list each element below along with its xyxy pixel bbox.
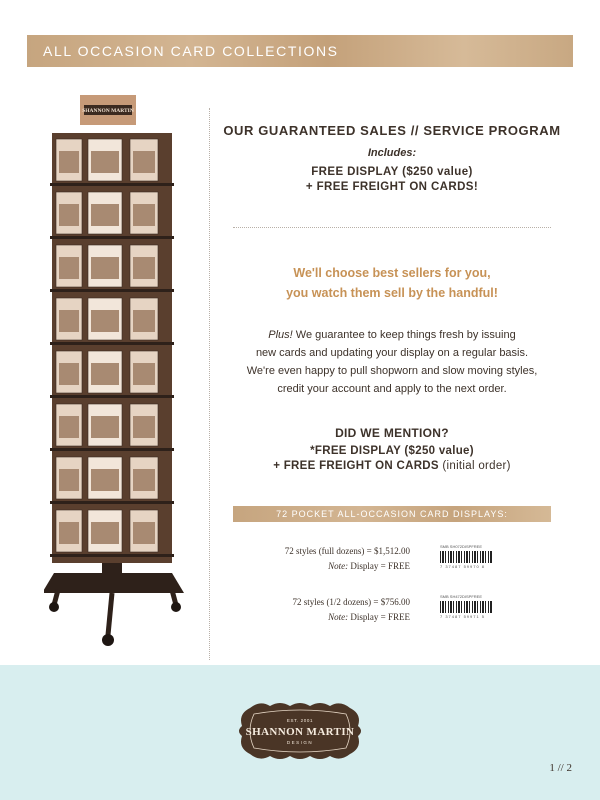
option-1-sku: SMB SH072DISPFREE	[440, 544, 483, 549]
plus-line-4: credit your account and apply to the next order.	[277, 383, 507, 395]
rack-shelf	[50, 236, 174, 239]
displays-banner	[233, 506, 551, 522]
rack-card-photo	[133, 363, 155, 385]
rack-sign-text: SHANNON MARTIN	[82, 108, 134, 114]
rack-card-photo	[133, 204, 155, 226]
rack-card-photo	[133, 151, 155, 173]
free-display-line: FREE DISPLAY ($250 value)	[311, 166, 473, 178]
rack-card-photo	[133, 469, 155, 491]
rack-card-photo	[91, 522, 119, 544]
rack-card-photo	[91, 469, 119, 491]
option-2-sku: SMB SH472DISPFREE	[440, 594, 483, 599]
option-2-note-label: Note:	[328, 612, 349, 622]
rack-card-photo	[133, 257, 155, 279]
rack-card-photo	[59, 151, 79, 173]
option-1-price: 72 styles (full dozens) = $1,512.00	[284, 546, 410, 556]
option-1-note-value: Display = FREE	[348, 561, 410, 571]
rack-card-photo	[133, 522, 155, 544]
rack-shelf	[50, 448, 174, 451]
logo-sub: DESIGN	[286, 740, 314, 745]
shannon-martin-logo	[236, 700, 364, 762]
plus-lead: Plus!	[268, 329, 293, 341]
mention-line-2-suffix: (initial order)	[438, 460, 511, 472]
mention-line-1: *FREE DISPLAY ($250 value)	[310, 445, 474, 457]
program-title: OUR GUARANTEED SALES // SERVICE PROGRAM	[223, 123, 561, 138]
rack-shelf	[50, 289, 174, 292]
rack-card-photo	[91, 257, 119, 279]
rack-illustration	[44, 95, 194, 655]
rack-shelf	[50, 501, 174, 504]
promise-line-1: We'll choose best sellers for you,	[293, 266, 491, 280]
program-free-offer	[222, 165, 562, 195]
rack-card-photo	[59, 416, 79, 438]
rack-card-photo	[59, 522, 79, 544]
plus-line-2: new cards and updating your display on a regular basis.	[255, 347, 529, 359]
rack-shelf	[50, 554, 174, 557]
rack-card-photo	[91, 416, 119, 438]
mention-offer	[222, 444, 562, 474]
plus-line-3: We're even happy to pull shopworn and slow moving styles,	[246, 365, 538, 377]
banner-title: ALL OCCASION CARD COLLECTIONS	[43, 43, 339, 59]
vertical-divider	[209, 108, 210, 660]
option-1-note	[328, 561, 410, 571]
rack-card-photo	[59, 204, 79, 226]
rack-card-photo	[91, 363, 119, 385]
option-1-barcode	[440, 544, 492, 570]
option-2-note	[328, 612, 410, 622]
rack-shelf	[50, 183, 174, 186]
rack-card-photo	[59, 257, 79, 279]
plus-paragraph	[222, 326, 562, 398]
option-2-price: 72 styles (1/2 dozens) = $756.00	[292, 597, 410, 607]
option-2-barcode-digits: 7 37487 59971 5	[440, 614, 486, 619]
rack-card-photo	[133, 310, 155, 332]
mention-title: DID WE MENTION?	[335, 426, 449, 440]
option-2-barcode	[440, 594, 492, 620]
rack-card-photo	[133, 416, 155, 438]
option-2-note-value: Display = FREE	[348, 612, 410, 622]
mention-line-2: + FREE FREIGHT ON CARDS	[273, 460, 439, 472]
rack-card-photo	[91, 151, 119, 173]
card-display-rack-image	[44, 95, 194, 655]
header-banner	[27, 35, 573, 67]
rack-card-photo	[59, 469, 79, 491]
rack-card-photo	[59, 310, 79, 332]
best-sellers-promise	[222, 263, 562, 303]
displays-title: 72 POCKET ALL-OCCASION CARD DISPLAYS:	[276, 509, 508, 519]
rack-shelf	[50, 342, 174, 345]
rack-shelf	[50, 395, 174, 398]
barcode-bars-icon	[440, 551, 492, 563]
logo-name: SHANNON MARTIN	[245, 726, 355, 738]
plus-line-1: We guarantee to keep things fresh by issuing	[292, 329, 516, 341]
logo-est: EST. 2001	[286, 718, 314, 723]
free-freight-line: + FREE FREIGHT ON CARDS!	[305, 181, 479, 193]
promise-line-2: you watch them sell by the handful!	[286, 286, 498, 300]
program-includes: Includes:	[367, 147, 417, 159]
option-1-note-label: Note:	[328, 561, 349, 571]
rack-card-photo	[91, 310, 119, 332]
rack-card-photo	[91, 204, 119, 226]
rack-card-photo	[59, 363, 79, 385]
page-number: 1 // 2	[549, 762, 572, 774]
horizontal-divider	[233, 227, 551, 228]
option-1-barcode-digits: 7 37487 59970 8	[440, 564, 486, 569]
barcode-bars-icon	[440, 601, 492, 613]
